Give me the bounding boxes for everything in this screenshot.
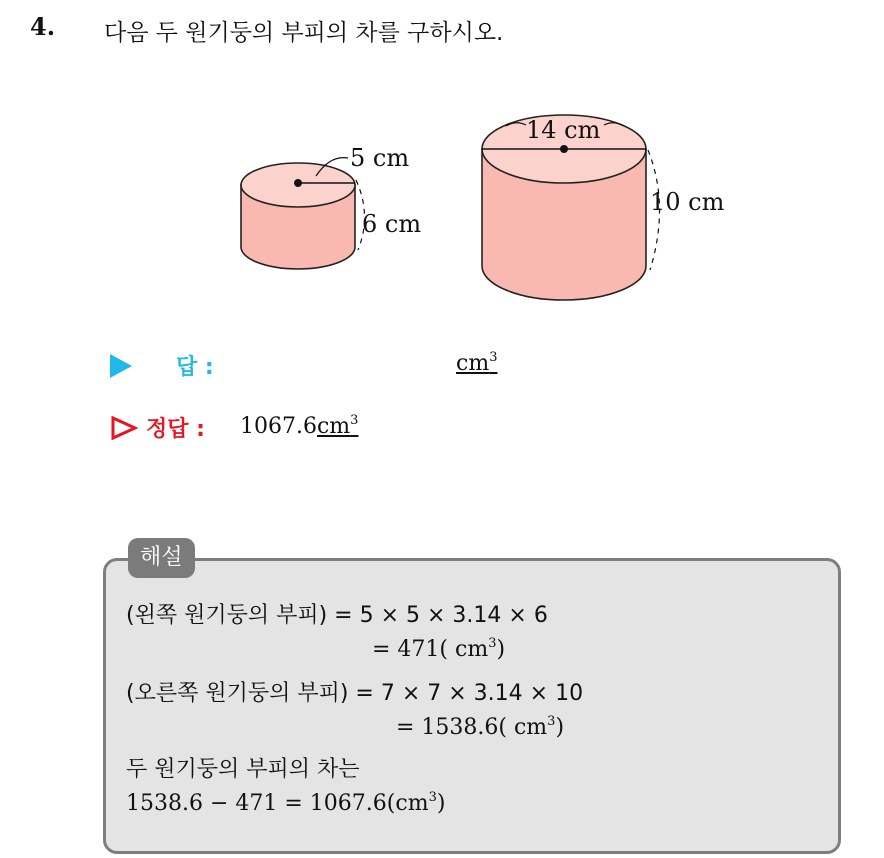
explanation-line-6: $1538.6 - 471 = 1067.6(cm^3)$ [126,790,446,816]
answer-label: 답 : [176,355,214,380]
question-text: 다음 두 원기둥의 부피의 차를 구하시오. [104,20,504,46]
small-radius-label: 5 cm [350,144,410,172]
large-height-label: 10 cm [650,188,725,216]
question-number: 4. [30,12,56,41]
play-triangle-icon [110,354,132,378]
large-diameter-label: 14 cm [526,116,601,144]
solution-row [110,412,510,446]
outline-triangle-icon [110,416,138,440]
answer-row [110,350,530,384]
cylinders-figure [0,0,884,340]
solution-label: 정답 : [146,417,205,442]
explanation-tag: 해설 [128,538,195,578]
explanation-line-4: = 1538.6( $cm^3$) [396,714,565,740]
explanation-line-1: (왼쪽 원기둥의 부피) = 5 × 5 × 3.14 × 6 [126,603,548,628]
explanation-line-5: 두 원기둥의 부피의 차는 [126,757,360,782]
small-cylinder [241,144,421,269]
answer-unit: $cm^3$ [456,350,498,376]
solution-value: $1067.6cm^3$ [240,413,359,439]
explanation-line-3: (오른쪽 원기둥의 부피) = 7 × 7 × 3.14 × 10 [126,681,584,706]
explanation-line-2: = 471( $cm^3$) [372,636,506,662]
large-cylinder [482,115,725,300]
small-height-label: 6 cm [362,210,422,238]
